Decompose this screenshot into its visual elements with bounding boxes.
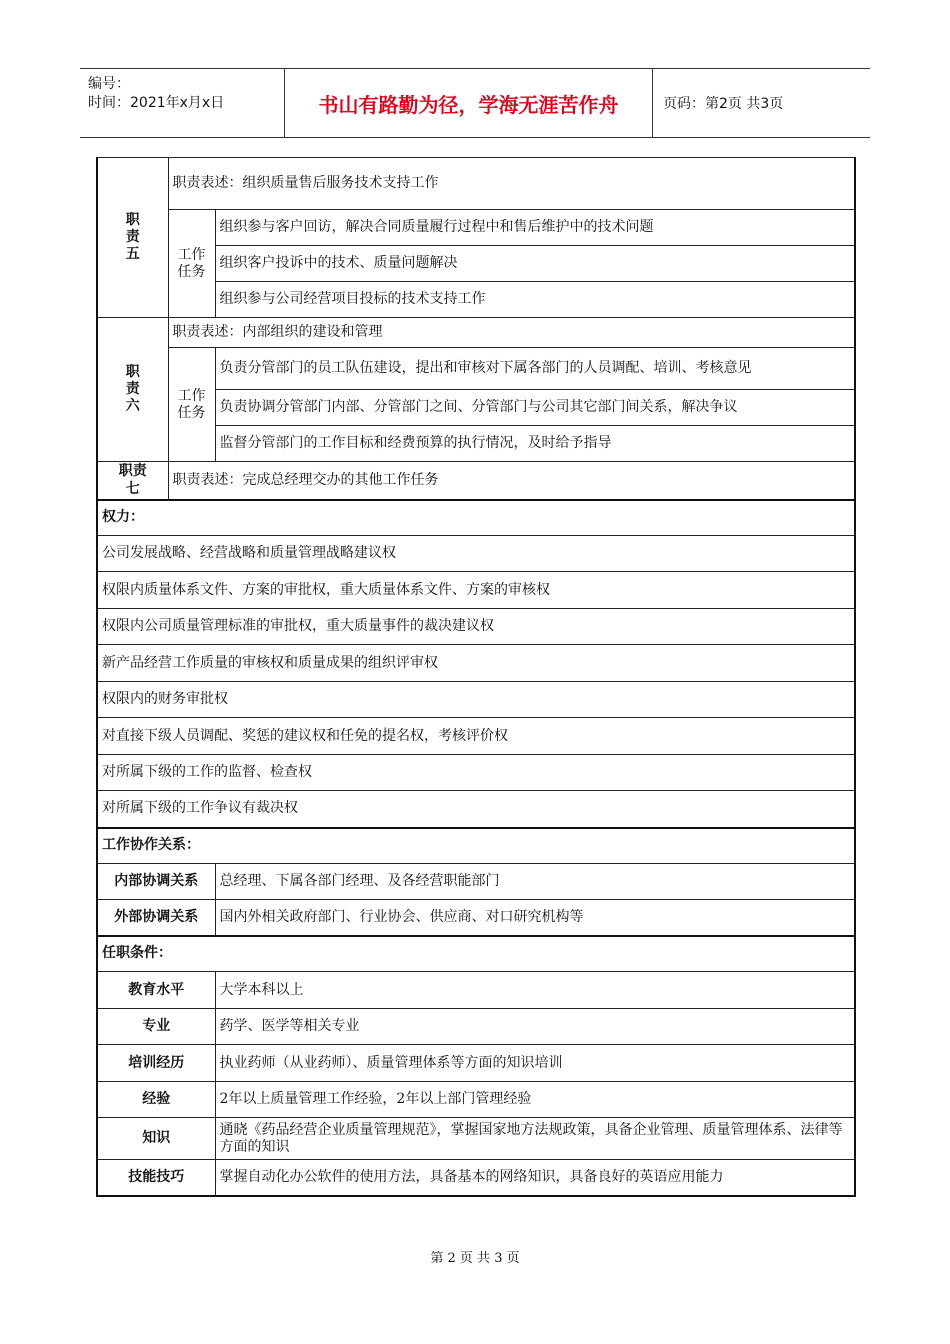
page-footer: 第 2 页 共 3 页	[430, 1251, 520, 1266]
job-description-table	[96, 157, 856, 1197]
duty5-task-1: 组织参与客户回访，解决合同质量履行过程中和售后维护中的技术问题	[215, 210, 855, 246]
duty5-task-2: 组织客户投诉中的技术、质量问题解决	[215, 246, 855, 282]
internal-relations-label: 内部协调关系	[97, 864, 215, 900]
duty5-desc-row	[97, 158, 855, 210]
powers-title: 权力：	[97, 500, 855, 536]
duty5-task-3: 组织参与公司经营项目投标的技术支持工作	[215, 282, 855, 318]
qual-label: 教育水平	[97, 972, 215, 1009]
qual-label: 经验	[97, 1082, 215, 1118]
duty6-label: 职 责 六	[97, 318, 168, 462]
qual-value: 2年以上质量管理工作经验，2年以上部门管理经验	[215, 1082, 855, 1118]
external-relations-label: 外部协调关系	[97, 900, 215, 936]
duty6-task-label: 工作 任务	[168, 348, 215, 462]
duty6-task-3: 监督分管部门的工作目标和经费预算的执行情况，及时给予指导	[215, 426, 855, 462]
power-item: 对所属下级的工作的监督、检查权	[97, 755, 855, 791]
duty5-task-label: 工作 任务	[168, 210, 215, 318]
number-label: 编号：	[88, 76, 130, 92]
power-item: 公司发展战略、经营战略和质量管理战略建议权	[97, 536, 855, 572]
qualifications-title: 任职条件：	[97, 936, 855, 972]
duty6-task-2: 负责协调分管部门内部、分管部门之间、分管部门与公司其它部门间关系，解决争议	[215, 390, 855, 426]
power-item: 权限内质量体系文件、方案的审批权，重大质量体系文件、方案的审核权	[97, 572, 855, 609]
duty5-desc: 职责表述：组织质量售后服务技术支持工作	[168, 158, 855, 210]
duty7-desc: 职责表述：完成总经理交办的其他工作任务	[168, 462, 855, 500]
qual-value: 大学本科以上	[215, 972, 855, 1009]
duty6-task-1: 负责分管部门的员工队伍建设，提出和审核对下属各部门的人员调配、培训、考核意见	[215, 348, 855, 390]
internal-relations-value: 总经理、下属各部门经理、及各经营职能部门	[215, 864, 855, 900]
header-meta	[80, 69, 285, 137]
power-item: 新产品经营工作质量的审核权和质量成果的组织评审权	[97, 645, 855, 682]
qual-value: 执业药师（从业药师）、质量管理体系等方面的知识培训	[215, 1045, 855, 1082]
external-relations-value: 国内外相关政府部门、行业协会、供应商、对口研究机构等	[215, 900, 855, 936]
time-label: 时间：2021年x月x日	[88, 95, 225, 111]
qual-value: 药学、医学等相关专业	[215, 1009, 855, 1045]
page-header	[80, 68, 870, 138]
qual-label: 培训经历	[97, 1045, 215, 1082]
relations-title: 工作协作关系：	[97, 828, 855, 864]
qual-label: 专业	[97, 1009, 215, 1045]
power-item: 对所属下级的工作争议有裁决权	[97, 791, 855, 828]
qual-value: 掌握自动化办公软件的使用方法，具备基本的网络知识，具备良好的英语应用能力	[215, 1160, 855, 1196]
qual-value: 通晓《药品经营企业质量管理规范》，掌握国家地方法规政策，具备企业管理、质量管理体系、法律等方面的知识	[215, 1118, 855, 1160]
page-label: 页码：第2页 共3页	[663, 96, 784, 112]
power-item: 对直接下级人员调配、奖惩的建议权和任免的提名权，考核评价权	[97, 718, 855, 755]
motto: 书山有路勤为径，学海无涯苦作舟	[285, 69, 653, 137]
power-item: 权限内的财务审批权	[97, 682, 855, 718]
qual-label: 知识	[97, 1118, 215, 1160]
duty5-label: 职 责 五	[97, 158, 168, 318]
qual-label: 技能技巧	[97, 1160, 215, 1196]
duty6-desc: 职责表述：内部组织的建设和管理	[168, 318, 855, 348]
duty7-label: 职责 七	[97, 462, 168, 500]
power-item: 权限内公司质量管理标准的审批权，重大质量事件的裁决建议权	[97, 609, 855, 645]
